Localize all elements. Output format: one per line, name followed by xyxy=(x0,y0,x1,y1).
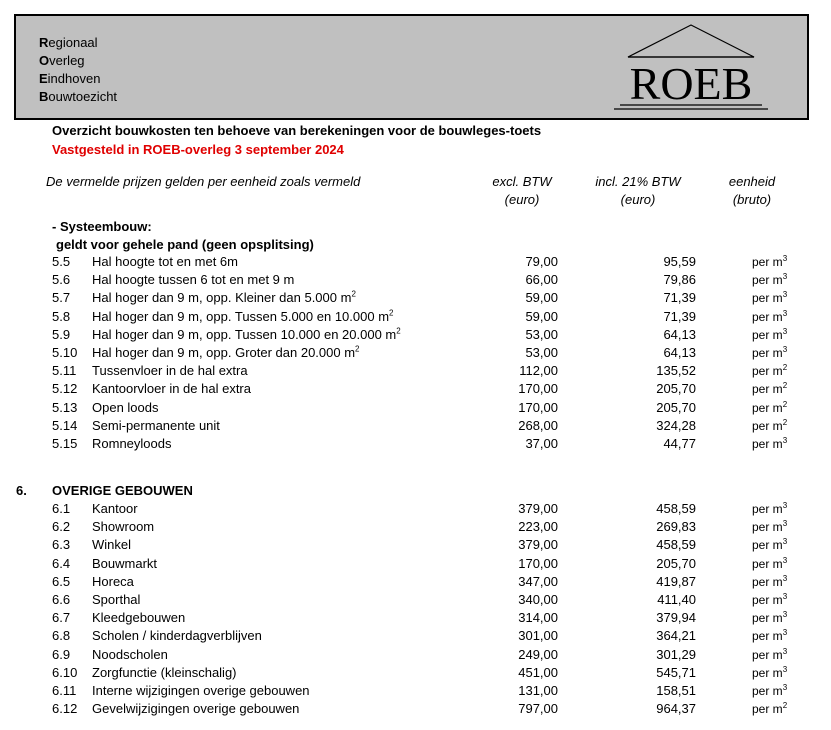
row-unit: per $m^3$ xyxy=(752,573,788,589)
row-description: Kantoorvloer in de hal extra xyxy=(92,381,251,397)
row-code: 6.6 xyxy=(52,592,71,607)
row-unit: per $m^3$ xyxy=(752,555,788,571)
table-row xyxy=(0,253,831,271)
row-excl-price: 249,00 xyxy=(518,646,558,662)
roeb-logo xyxy=(606,19,776,115)
row-incl-price: 364,21 xyxy=(656,628,696,644)
row-unit: per $m^3$ xyxy=(752,501,788,516)
row-code: 5.6 xyxy=(52,272,71,288)
table-row xyxy=(0,308,831,326)
row-excl-price: 268,00 xyxy=(518,417,558,433)
row-unit: per $m^3$ xyxy=(752,664,788,680)
row-incl-price: 44,77 xyxy=(663,436,696,451)
section5-heading: - Systeembouw: xyxy=(52,219,152,234)
logo-roof-icon xyxy=(628,25,754,57)
row-excl-price: 59,00 xyxy=(525,308,558,324)
row-description: Hal hoger dan 9 m, opp. Tussen 10.000 en 20.000 $m^2$ xyxy=(92,326,401,342)
row-unit: per $m^2$ xyxy=(752,363,788,379)
row-unit: per $m^3$ xyxy=(752,519,788,535)
row-description: Hal hoger dan 9 m, opp. Groter dan 20.000 $m^2$ xyxy=(92,344,360,360)
row-excl-price: 340,00 xyxy=(518,592,558,607)
row-excl-price: 223,00 xyxy=(518,519,558,535)
row-code: 5.10 xyxy=(52,345,78,360)
row-excl-price: 53,00 xyxy=(525,326,558,342)
row-code: 6.2 xyxy=(52,519,71,535)
row-code: 5.13 xyxy=(52,399,78,415)
table-row xyxy=(0,380,831,398)
row-incl-price: 379,94 xyxy=(656,610,696,626)
row-excl-price: 66,00 xyxy=(525,272,558,288)
row-unit: per $m^3$ xyxy=(752,646,788,662)
row-excl-price: 170,00 xyxy=(518,381,558,397)
row-description: Horeca xyxy=(92,573,134,589)
table-row xyxy=(0,591,831,609)
col-incl-header: incl. 21% BTW (euro) xyxy=(595,174,681,207)
row-incl-price: 158,51 xyxy=(656,683,696,698)
row-unit: per $m^3$ xyxy=(752,683,788,698)
row-description: Zorgfunctie (kleinschalig) xyxy=(92,664,237,680)
row-excl-price: 347,00 xyxy=(518,573,558,589)
table-row xyxy=(0,399,831,417)
table-row xyxy=(0,271,831,289)
table-row xyxy=(0,700,831,718)
row-unit: per $m^2$ xyxy=(752,399,788,415)
row-incl-price: 205,70 xyxy=(656,381,696,397)
table-row xyxy=(0,289,831,307)
row-code: 6.10 xyxy=(52,664,78,680)
row-code: 5.7 xyxy=(52,290,71,306)
row-code: 5.11 xyxy=(52,363,77,379)
row-excl-price: 301,00 xyxy=(518,628,558,644)
row-description: Hal hoogte tot en met 6m xyxy=(92,254,238,269)
row-incl-price: 205,70 xyxy=(656,555,696,571)
row-code: 5.8 xyxy=(52,308,71,324)
row-unit: per $m^3$ xyxy=(752,254,788,269)
table-row xyxy=(0,646,831,664)
row-code: 6.11 xyxy=(52,683,77,698)
table-row xyxy=(0,518,831,536)
row-description: Kantoor xyxy=(92,501,138,516)
row-code: 5.5 xyxy=(52,254,71,269)
table-row xyxy=(0,609,831,627)
row-unit: per $m^3$ xyxy=(752,610,788,626)
row-unit: per $m^3$ xyxy=(752,592,788,607)
row-unit: per $m^3$ xyxy=(752,308,788,324)
row-description: Scholen / kinderdagverblijven xyxy=(92,628,262,644)
row-description: Open loods xyxy=(92,399,159,415)
row-code: 6.9 xyxy=(52,646,71,662)
page-subtitle: Vastgesteld in ROEB-overleg 3 september 2024 xyxy=(52,142,344,157)
row-incl-price: 301,29 xyxy=(656,646,696,662)
table-row xyxy=(0,573,831,591)
acronym-line: Overleg xyxy=(39,53,85,68)
row-unit: per $m^2$ xyxy=(752,381,788,397)
table-row xyxy=(0,435,831,453)
row-code: 5.14 xyxy=(52,417,78,433)
row-incl-price: 79,86 xyxy=(663,272,696,288)
row-incl-price: 411,40 xyxy=(657,592,696,607)
table-row xyxy=(0,500,831,518)
row-incl-price: 205,70 xyxy=(656,399,696,415)
acronym-block xyxy=(39,34,117,106)
row-description: Hal hoger dan 9 m, opp. Kleiner dan 5.000 $m^2$ xyxy=(92,290,356,306)
row-incl-price: 269,83 xyxy=(656,519,696,535)
row-code: 5.12 xyxy=(52,381,78,397)
row-unit: per $m^3$ xyxy=(752,326,788,342)
table-row xyxy=(0,664,831,682)
table-row xyxy=(0,326,831,344)
row-excl-price: 37,00 xyxy=(525,436,558,451)
row-description: Gevelwijzigingen overige gebouwen xyxy=(92,701,300,717)
row-description: Hal hoogte tussen 6 tot en met 9 m xyxy=(92,272,295,288)
table-row xyxy=(0,555,831,573)
row-code: 6.3 xyxy=(52,537,71,553)
row-incl-price: 458,59 xyxy=(656,537,696,553)
header-banner xyxy=(14,14,809,120)
col-excl-header: excl. BTW (euro) xyxy=(492,174,552,207)
row-unit: per $m^3$ xyxy=(752,345,788,360)
row-description: Kleedgebouwen xyxy=(92,610,186,626)
row-code: 6.5 xyxy=(52,573,71,589)
row-code: 6.8 xyxy=(52,628,71,644)
row-excl-price: 379,00 xyxy=(518,501,558,516)
row-excl-price: 379,00 xyxy=(518,537,558,553)
row-unit: per $m^3$ xyxy=(752,628,788,644)
row-description: Romneyloods xyxy=(92,436,172,451)
row-excl-price: 112,00 xyxy=(519,363,558,379)
row-incl-price: 964,37 xyxy=(656,701,696,717)
col-unit-header: eenheid (bruto) xyxy=(728,174,776,207)
row-excl-price: 59,00 xyxy=(525,290,558,306)
row-excl-price: 797,00 xyxy=(518,701,558,717)
row-description: Showroom xyxy=(92,519,155,535)
row-description: Noodscholen xyxy=(92,646,168,662)
row-incl-price: 324,28 xyxy=(656,417,696,433)
row-code: 6.4 xyxy=(52,555,71,571)
logo-text: ROEB xyxy=(629,58,753,109)
row-excl-price: 79,00 xyxy=(525,254,558,269)
row-incl-price: 419,87 xyxy=(656,573,696,589)
section6-title: OVERIGE GEBOUWEN xyxy=(52,483,193,498)
intro-text: De vermelde prijzen gelden per eenheid zoals vermeld xyxy=(46,174,361,189)
row-description: Sporthal xyxy=(92,592,141,607)
row-description: Winkel xyxy=(92,537,132,553)
row-incl-price: 64,13 xyxy=(663,345,696,360)
acronym-line: Regionaal xyxy=(39,35,98,50)
row-code: 6.12 xyxy=(52,701,78,717)
row-code: 5.15 xyxy=(52,436,78,451)
row-description: Interne wijzigingen overige gebouwen xyxy=(92,683,310,698)
acronym-line: Bouwtoezicht xyxy=(39,89,118,104)
row-unit: per $m^3$ xyxy=(752,290,788,306)
row-incl-price: 64,13 xyxy=(663,326,696,342)
row-unit: per $m^3$ xyxy=(752,537,788,553)
table-row xyxy=(0,417,831,435)
row-description: Hal hoger dan 9 m, opp. Tussen 5.000 en 10.000 $m^2$ xyxy=(92,308,394,324)
row-excl-price: 170,00 xyxy=(518,399,558,415)
table-row xyxy=(0,627,831,645)
acronym-line: Eindhoven xyxy=(39,71,101,86)
table-row xyxy=(0,344,831,362)
table-row xyxy=(0,362,831,380)
row-unit: per $m^2$ xyxy=(752,701,788,717)
row-excl-price: 53,00 xyxy=(525,345,558,360)
row-description: Tussenvloer in de hal extra xyxy=(92,363,248,379)
section5-subheading: geldt voor gehele pand (geen opsplitsing) xyxy=(56,237,314,252)
row-unit: per $m^3$ xyxy=(752,272,788,288)
section6-number: 6. xyxy=(16,483,27,498)
row-code: 6.1 xyxy=(52,501,71,516)
row-incl-price: 71,39 xyxy=(663,290,696,306)
page-title: Overzicht bouwkosten ten behoeve van berekeningen voor de bouwleges-toets xyxy=(52,123,542,138)
table-row xyxy=(0,682,831,700)
row-description: Semi-permanente unit xyxy=(92,417,220,433)
row-unit: per $m^3$ xyxy=(752,436,788,451)
row-unit: per $m^2$ xyxy=(752,417,788,433)
row-incl-price: 545,71 xyxy=(656,664,696,680)
row-excl-price: 451,00 xyxy=(518,664,558,680)
row-excl-price: 131,00 xyxy=(518,683,558,698)
row-excl-price: 314,00 xyxy=(518,610,558,626)
row-code: 6.7 xyxy=(52,610,71,626)
row-incl-price: 71,39 xyxy=(663,308,696,324)
table-row xyxy=(0,536,831,554)
row-description: Bouwmarkt xyxy=(92,555,158,571)
row-incl-price: 135,52 xyxy=(656,363,696,379)
row-incl-price: 458,59 xyxy=(656,501,696,516)
row-code: 5.9 xyxy=(52,326,71,342)
row-incl-price: 95,59 xyxy=(663,254,696,269)
row-excl-price: 170,00 xyxy=(518,555,558,571)
